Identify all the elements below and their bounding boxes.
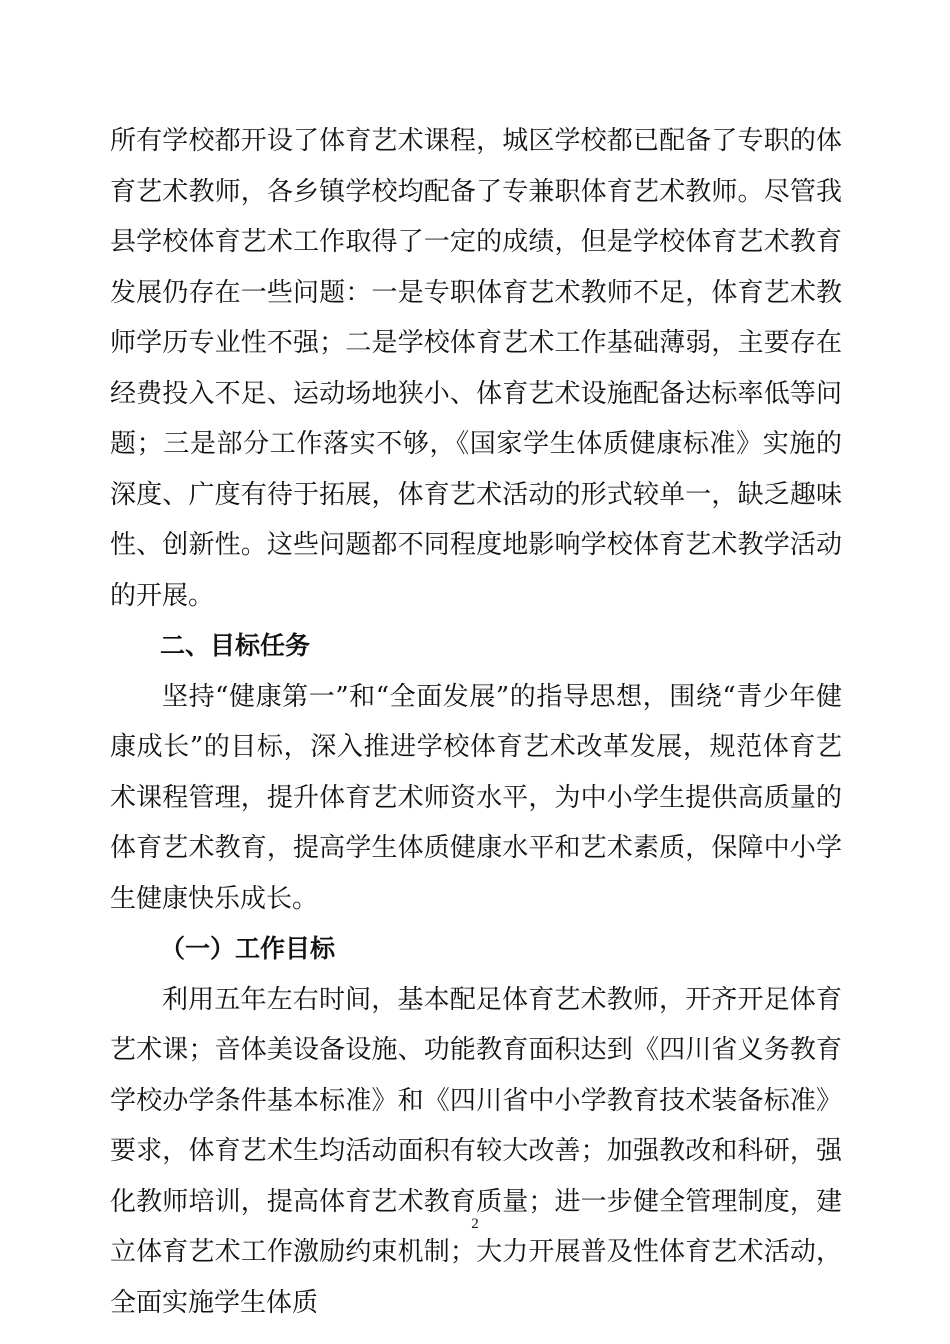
document-body <box>110 116 842 1328</box>
subsection-heading-work-goals: （一）工作目标 <box>160 934 336 963</box>
body-paragraph-3: 利用五年左右时间，基本配足体育艺术教师，开齐开足体育艺术课；音体美设备设施、功能教育面积达到《四川省义务教育学校办学条件基本标准》和《四川省中小学教育技术装备标准》要求，体育艺术生均活动面积有较大改善；加强教改和科研，强化教师培训，提高体育艺术教育质量；进一步健全管理制度，建立体育艺术工作激励约束机制；大力开展普及性体育艺术活动，全面实施学生体质 <box>110 984 842 1318</box>
body-paragraph-2: 坚持“健康第一”和“全面发展”的指导思想，围绕“青少年健康成长”的目标，深入推进学校体育艺术改革发展，规范体育艺术课程管理，提升体育艺术师资水平，为中小学生提供高质量的体育艺术教育，提高学生体质健康水平和艺术素质，保障中小学生健康快乐成长。 <box>110 681 842 914</box>
section-heading-goals: 二、目标任务 <box>160 631 311 660</box>
page-number: 2 <box>471 1216 479 1232</box>
body-paragraph-1: 所有学校都开设了体育艺术课程，城区学校都已配备了专职的体育艺术教师，各乡镇学校均配备了专兼职体育艺术教师。尽管我县学校体育艺术工作取得了一定的成绩，但是学校体育艺术教育发展仍存在一些问题：一是专职体育艺术教师不足，体育艺术教师学历专业性不强；二是学校体育艺术工作基础薄弱，主要存在经费投入不足、运动场地狭小、体育艺术设施配备达标率低等问题；三是部分工作落实不够，《国家学生体质健康标准》实施的深度、广度有待于拓展，体育艺术活动的形式较单一，缺乏趣味性、创新性。这些问题都不同程度地影响学校体育艺术教学活动的开展。 <box>110 126 842 611</box>
